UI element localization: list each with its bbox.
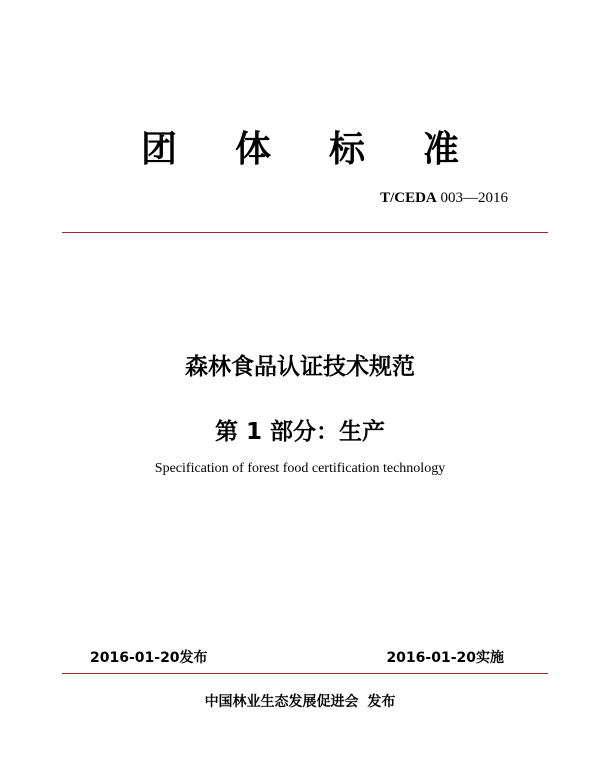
standard-code-number: 003—2016 (440, 190, 508, 206)
standard-code-prefix: T/CEDA (380, 190, 437, 206)
standard-type-heading: 团体标准 (140, 129, 517, 170)
publish-date: 2016-01-20发布 (90, 650, 208, 666)
english-title: Specification of forest food certification technology (154, 461, 446, 476)
standard-code (380, 190, 508, 207)
bottom-divider (62, 673, 548, 674)
top-divider (62, 232, 548, 233)
document-part-title: 第 1 部分：生产 (214, 419, 386, 445)
document-title: 森林食品认证技术规范 (185, 354, 415, 380)
publisher-line: 中国林业生态发展促进会 发布 (204, 694, 396, 710)
implement-date: 2016-01-20实施 (386, 650, 504, 666)
